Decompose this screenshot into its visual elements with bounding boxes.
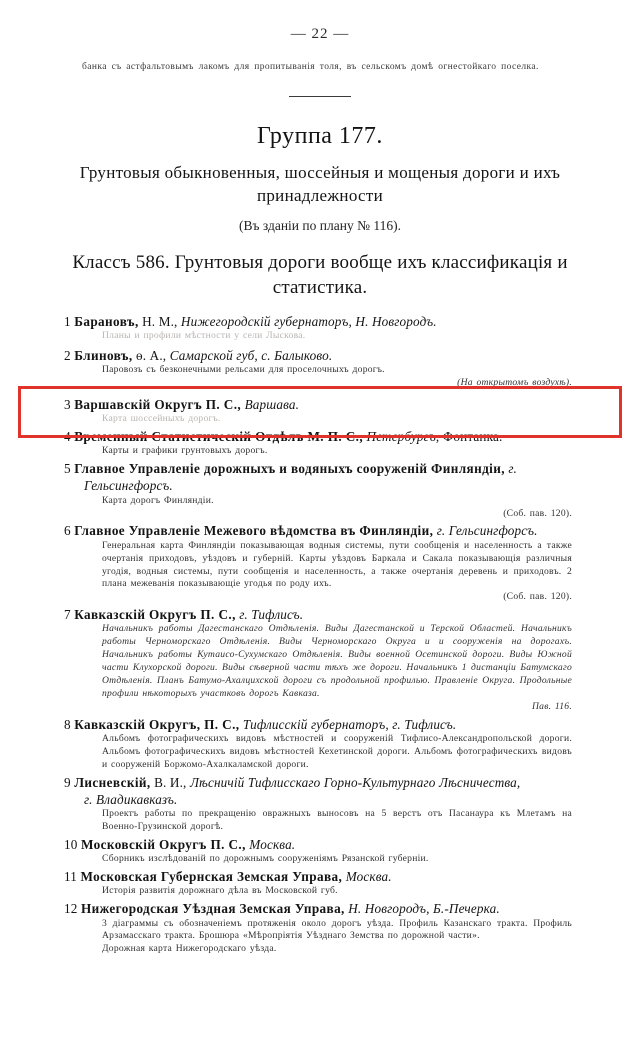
entry-description: Сборникъ изслѣдованій по дорожнымъ сооруженіямъ Рязанской губерніи. (102, 853, 429, 865)
list-item (64, 460, 576, 520)
entry-role: Петербургъ, (366, 429, 440, 445)
entry-right-note (102, 377, 572, 390)
entry-number: 6 (64, 523, 71, 539)
entry-number: 3 (64, 397, 71, 413)
entry-name: Лисневскій, (74, 775, 151, 790)
entry-number: 11 (64, 869, 77, 885)
entry-role: Москва. (249, 837, 296, 853)
entry-heading (64, 347, 576, 364)
entry-description: Планы и профили мѣстности у сели Лыскова. (102, 330, 306, 342)
entry-heading (64, 836, 576, 853)
entry-heading (64, 900, 576, 917)
entry-heading (64, 428, 576, 445)
group-subtitle: Грунтовыя обыкновенныя, шоссейныя и мощеныя дороги и ихъ принадлежности (79, 162, 561, 205)
entry-description-text: Карта дорогъ Финляндіи. (102, 494, 214, 506)
entry-description: Проектъ работы по прекращенію овражныхъ выносовъ на 5 верстъ отъ Пасанаура къ Млетамъ на Военно-Грузинской дорогѣ. (102, 808, 572, 833)
entry-place: г. Тифлисъ. (388, 717, 457, 733)
entry-heading (64, 716, 576, 733)
entry-name: Кавказскій Округъ П. С., (74, 607, 236, 623)
entry-rest: Н. М., (138, 313, 181, 329)
entry-pavilion-note: (Соб. пав. 120). (503, 591, 572, 603)
class-title: Классъ 586. Грунтовыя дороги вообще ихъ классификація и статистика. (72, 251, 568, 299)
list-item (64, 836, 576, 866)
entry-name: Блиновъ, (74, 348, 133, 364)
entry-number: 9 (64, 775, 71, 790)
entry-name: Варшавскій Округъ П. С., (74, 397, 242, 413)
entry-description (102, 495, 572, 521)
entry-number: 12 (64, 901, 78, 917)
list-item (64, 606, 576, 714)
entry-description: Исторія развитія дорожнаго дѣла въ Московской губ. (102, 885, 338, 897)
section-divider (289, 96, 351, 97)
entry-name: Главное Управленіе дорожныхъ и водяныхъ сооруженій Финляндіи, (74, 461, 505, 477)
entry-heading (64, 522, 576, 539)
page-number: — 22 — (290, 26, 350, 42)
entry-name: Московская Губернская Земская Управа, (80, 869, 343, 885)
entry-name: Главное Управленіе Межевого вѣдомства въ Финляндіи, (74, 523, 434, 539)
entry-description-text: Начальникъ работы Дагестанскаго Отдѣленія. Виды Дагестанской и Терской Областей. Начальникъ работы Черноморскаго Отдѣленія. Виды Черноморскаго Округа и и сооруженія на дорогахъ. Начальникъ работы Кутаисо-Сухумскаго Отдѣленія. Виды военной Осетинской дороги. Виды Южной части Клухорской дороги. Виды сѣверной части тѣхъ же дороги. Начальникъ 1 дистанціи Батумскаго Отдѣленія. Планъ Батумо-Ахалцихской дороги съ продольной профилью. Правленіе Округа. Продольные профили нѣкоторыхъ участковъ дорогъ Кавказа. (102, 623, 572, 700)
entry-role: Самарской губ, с. Балыково. (169, 348, 333, 364)
list-item (64, 868, 576, 898)
document-page (0, 26, 640, 1055)
entry-role: г. Тифлисъ. (239, 607, 304, 623)
entry-heading (64, 460, 576, 494)
list-item (64, 522, 576, 604)
entry-number: 2 (64, 348, 71, 364)
entry-description: Карты и графики грунтовыхъ дорогъ. (102, 445, 268, 457)
entry-pavilion-note: Пав. 116. (531, 701, 572, 713)
entry-name: Московскій Округъ П. С., (80, 837, 246, 853)
entry-description: 3 діаграммы съ обозначеніемъ протяженія около дорогъ уѣзда. Профиль Казанскаго тракта. Профиль Арзамасскаго тракта. Брошюра «Мѣропріятія Уѣзднаго Земства по дорожной части». (102, 917, 572, 942)
list-item (64, 313, 576, 343)
entry-role: Москва. (345, 869, 392, 885)
entry-description: Карта шоссейныхъ дорогъ. (102, 413, 221, 425)
entry-rest: В. И., (150, 775, 190, 790)
entry-name: Барановъ, (74, 313, 139, 329)
entry-place: г. Владикавказъ. (84, 792, 178, 808)
entry-rest: ѳ. А., (132, 348, 170, 364)
entry-name: Нижегородская Уѣздная Земская Управа, (80, 901, 345, 917)
entry-number: 10 (64, 837, 78, 853)
entry-heading (64, 774, 576, 808)
entry-role: Н. Новгородъ, (348, 901, 430, 917)
entry-number: 7 (64, 607, 71, 623)
entry-role: Лѣсничій Тифлисскаго Горно-Культурнаго Лѣсничества, (189, 775, 521, 790)
list-item (64, 774, 576, 834)
entry-name: Кавказскій Округъ, П. С., (74, 717, 240, 733)
entry-role: Нижегородскій губернаторъ, (180, 313, 352, 329)
entry-role: Варшава. (244, 397, 300, 413)
entry-description: Паровозъ съ безконечными рельсами для проселочныхъ дорогъ. (102, 364, 385, 376)
entry-heading (64, 313, 576, 330)
list-item (64, 396, 576, 426)
group-location-note: (Въ зданіи по плану № 116). (239, 217, 401, 233)
list-item (64, 716, 576, 772)
entry-description (102, 623, 572, 714)
list-item (64, 428, 576, 458)
entry-role: Тифлисскій губернаторъ, (242, 717, 389, 733)
top-note-text: банка съ астфальтовымъ лакомъ для пропитыванія толя, въ сельскомъ домѣ огнестойкаго поселка. (82, 62, 539, 72)
entry-number: 4 (64, 429, 71, 445)
list-item (64, 900, 576, 956)
entry-role: г. Гельсингфорсъ. (436, 523, 538, 539)
entry-place: Б.-Печерка. (429, 901, 500, 917)
entry-right-note-text: (На открытомъ воздухѣ). (457, 377, 572, 389)
entry-number: 1 (64, 313, 71, 329)
entry-heading (64, 606, 576, 623)
entry-number: 8 (64, 717, 71, 733)
entry-heading (64, 396, 576, 413)
entry-description: Альбомъ фотографическихъ видовъ мѣстностей и сооруженій Тифлисо-Александропольской дороги. Альбомъ фотографическихъ видовъ мѣстностей Кехетинской дороги. Альбомъ фотографическихъ видовъ и сооруженій Боржомо-Ахалкаламской дороги. (102, 733, 572, 771)
entry-pavilion-note: (Соб. пав. 120). (503, 507, 572, 519)
group-title: Группа 177. (257, 122, 383, 149)
list-item (64, 347, 576, 390)
entry-role: г. Гельсингфорсъ. (84, 461, 517, 494)
entry-description-text: Генеральная карта Финляндіи показывающая водныя системы, пути сообщенія и населенность а также очертанія приходовъ, уѣздовъ и губерній. Карты уѣздовъ Баркала и Сакала показывающія различныя угодія, водныя системы, пути сообщенія и населенность, а также очертанія деревень и приходовъ. 2 плана межеванія показывающіе угодья по роду ихъ. (102, 539, 572, 590)
entry-heading (64, 868, 576, 885)
entry-description (102, 540, 572, 605)
entry-list (64, 313, 576, 956)
entry-name: Временный Статистическій Отдѣлъ М. П. С., (74, 429, 364, 445)
entry-place: Фонтанка. (439, 429, 503, 445)
entry-number: 5 (64, 461, 71, 477)
entry-place: Н. Новгородъ. (351, 313, 437, 329)
entry-description-secondary: Дорожная карта Нижегородскаго уѣзда. (102, 943, 277, 955)
